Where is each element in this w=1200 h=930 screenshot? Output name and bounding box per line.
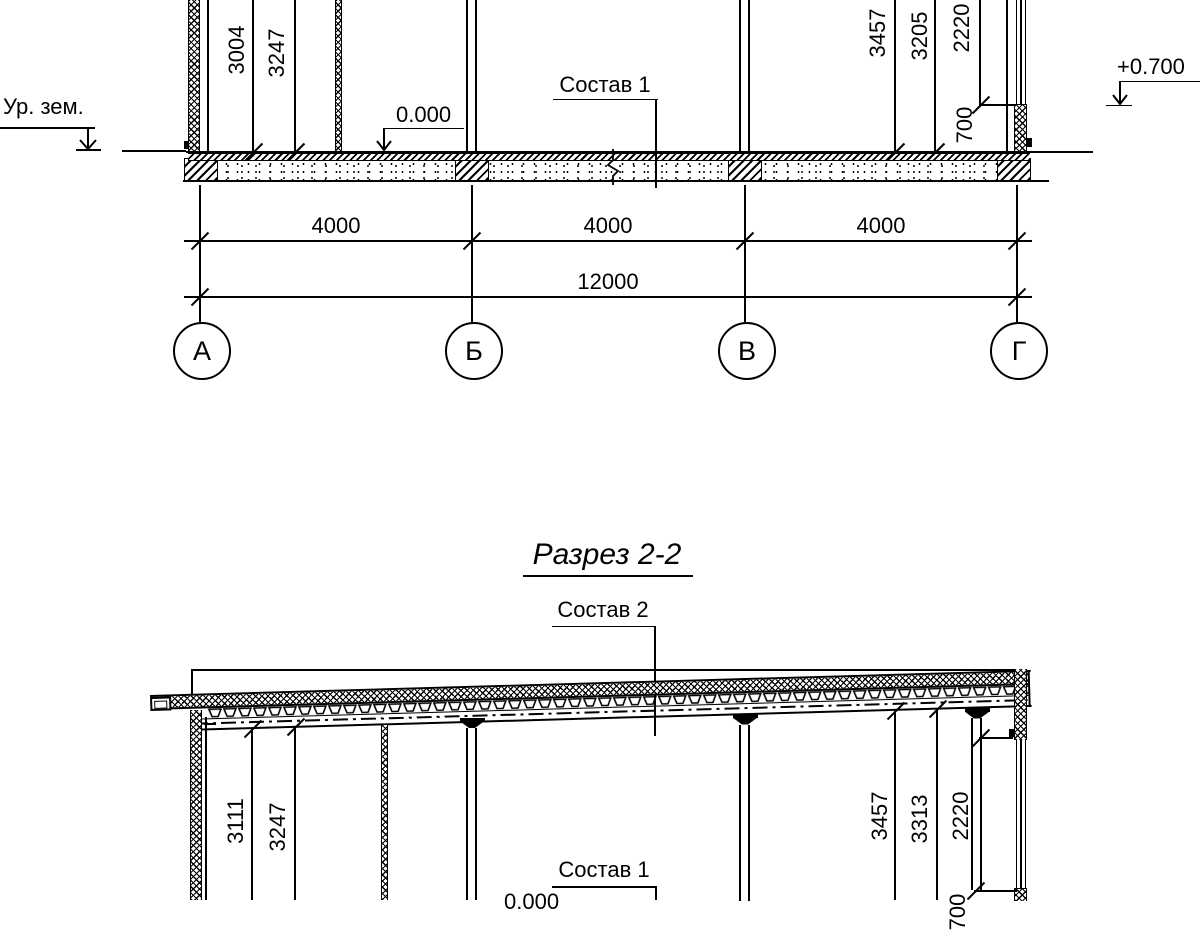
s2-column-b-line <box>475 728 477 900</box>
s2-column-g-line <box>980 718 982 890</box>
s1-dim700-label: 700 <box>952 106 977 144</box>
s1-level-zero-label: 0.000 <box>396 102 452 127</box>
s1-dimline-total <box>184 296 1032 298</box>
s2-column-g-cap-web <box>965 712 990 719</box>
s1-glazing-line <box>1016 0 1018 106</box>
s1-ground-line-left <box>122 150 186 152</box>
s2-dim-label: 3111 <box>223 798 248 844</box>
s1-axis-bubble-a <box>173 322 231 380</box>
s2-wall-cleat <box>204 723 216 725</box>
s2-wall-left-inner-line <box>205 717 207 900</box>
s1-level-plus-line <box>1106 105 1132 107</box>
s2-roof-right-edge <box>1028 670 1031 707</box>
s1-axis-line-g <box>1016 185 1018 322</box>
s1-dim-label: 2220 <box>949 3 974 53</box>
s1-sill-wall <box>1014 104 1027 154</box>
s2-title: Разрез 2-2 <box>532 538 682 571</box>
s2-witness-line <box>294 727 296 900</box>
s2-column-b-cap <box>460 718 485 722</box>
s1-witness-line <box>294 0 296 153</box>
s1-comp1-label: Состав 1 <box>559 72 651 97</box>
s2-wall-right-upper <box>1014 669 1027 740</box>
s2-dim700-label: 700 <box>945 893 970 930</box>
s1-dim-label: 3205 <box>907 11 932 61</box>
s2-pilaster <box>381 725 388 900</box>
s1-dim-label: 3457 <box>865 8 890 58</box>
s1-axis-letter: Б <box>465 335 483 366</box>
s1-sill-flashing <box>1027 138 1032 147</box>
s1-axis-letter: Г <box>1011 335 1027 366</box>
s1-ground-label: Ур. зем. <box>3 94 84 119</box>
s2-dim-label: 2220 <box>948 791 973 841</box>
s1-dim700-line <box>980 104 1016 106</box>
s2-comp1-label: Состав 1 <box>558 857 650 882</box>
s1-comp1-underline <box>553 99 658 101</box>
s1-bay-dim-label: 4000 <box>856 213 906 238</box>
s2-level-zero-label: 0.000 <box>504 889 560 914</box>
s2-witness-line <box>894 711 896 900</box>
s1-witness-line <box>979 0 981 106</box>
s1-ground-level-line <box>76 149 101 151</box>
s1-wall-left <box>188 0 200 153</box>
s2-column-b-line <box>466 728 468 900</box>
s1-axis-line-b <box>471 185 473 322</box>
s1-column-v-line <box>748 0 750 152</box>
s1-level-plus-underline <box>1119 81 1200 83</box>
s1-dimline-bays <box>184 240 1032 242</box>
s1-axis-line-v <box>744 185 746 322</box>
s2-title-underline <box>523 575 693 577</box>
s1-witness-line <box>252 0 254 153</box>
s2-column-v-line <box>748 725 750 901</box>
s2-roof-assembly <box>150 670 1032 735</box>
s2-dim-label: 3247 <box>265 802 290 852</box>
s1-comp1-leader <box>655 99 657 188</box>
s1-level-plus-arrow-icon <box>1111 81 1129 106</box>
s2-roof-far-edge-line <box>191 669 1017 671</box>
s2-dim-label: 3313 <box>907 794 932 844</box>
s1-axis-bubble-b <box>445 322 503 380</box>
s2-glazing-line <box>1020 739 1022 890</box>
s1-axis-letter: А <box>192 335 211 366</box>
s1-dim-label: 3247 <box>264 28 289 78</box>
s1-foundation-g <box>997 158 1031 181</box>
s1-glazing-line <box>1025 0 1027 106</box>
s2-witness-line <box>251 729 253 900</box>
s1-axis-bubble-v <box>718 322 776 380</box>
s2-eave-channel-inner <box>154 701 167 709</box>
s1-foundation-v <box>728 158 762 181</box>
s2-comp2-label: Состав 2 <box>557 597 649 622</box>
s2-comp1-leader <box>655 886 657 900</box>
s1-column-b-line <box>466 0 468 152</box>
s2-window-head-flashing <box>1009 729 1015 737</box>
s2-dim-label: 3457 <box>867 791 892 841</box>
s2-column-v-cap-web <box>733 718 758 725</box>
s2-dim700-line <box>974 890 1017 892</box>
s1-axis-bubble-g <box>990 322 1048 380</box>
s2-column-g-cap <box>965 708 990 712</box>
s1-dim-label: 3004 <box>224 25 249 75</box>
s1-break-symbol <box>604 149 622 185</box>
s1-column-b-line <box>475 0 477 152</box>
s1-pilaster <box>335 0 342 153</box>
s2-comp2-underline <box>552 626 656 628</box>
s1-level-plus-label: +0.700 <box>1117 54 1185 79</box>
s1-bay-dim-label: 4000 <box>583 213 633 238</box>
s1-axis-letter: В <box>737 335 756 366</box>
s2-witness-line <box>936 709 938 900</box>
s1-foundation-b <box>455 158 489 181</box>
s1-wall-left-flashing <box>184 141 189 149</box>
s1-level-zero-underline <box>383 128 464 130</box>
s1-total-dim-label: 12000 <box>577 269 639 294</box>
s1-level-zero-arrow-icon <box>375 128 393 152</box>
s2-column-v-cap <box>733 714 758 718</box>
s1-bay-dim-label: 4000 <box>311 213 361 238</box>
s1-axis-line-a <box>199 185 201 322</box>
s1-ground-arrow-icon <box>79 128 97 151</box>
s2-glazing-line <box>1016 739 1018 890</box>
s2-glazing-line <box>1025 739 1027 890</box>
s1-foundation-a <box>184 158 218 181</box>
s1-column-v-line <box>739 0 741 152</box>
s2-eave-channel <box>150 696 171 711</box>
s2-wall-left <box>190 710 202 900</box>
s1-ground-line-right <box>1031 151 1093 153</box>
s2-comp1-underline <box>552 886 656 888</box>
s2-column-v-line <box>739 725 741 901</box>
s1-glazing-line <box>1020 0 1022 106</box>
s2-dim2220-line <box>979 737 1013 739</box>
s1-witness-line <box>894 0 896 153</box>
s1-witness-line <box>934 0 936 153</box>
s1-window-inner-line <box>1006 0 1008 152</box>
s1-wall-left-inner-line <box>207 0 209 153</box>
